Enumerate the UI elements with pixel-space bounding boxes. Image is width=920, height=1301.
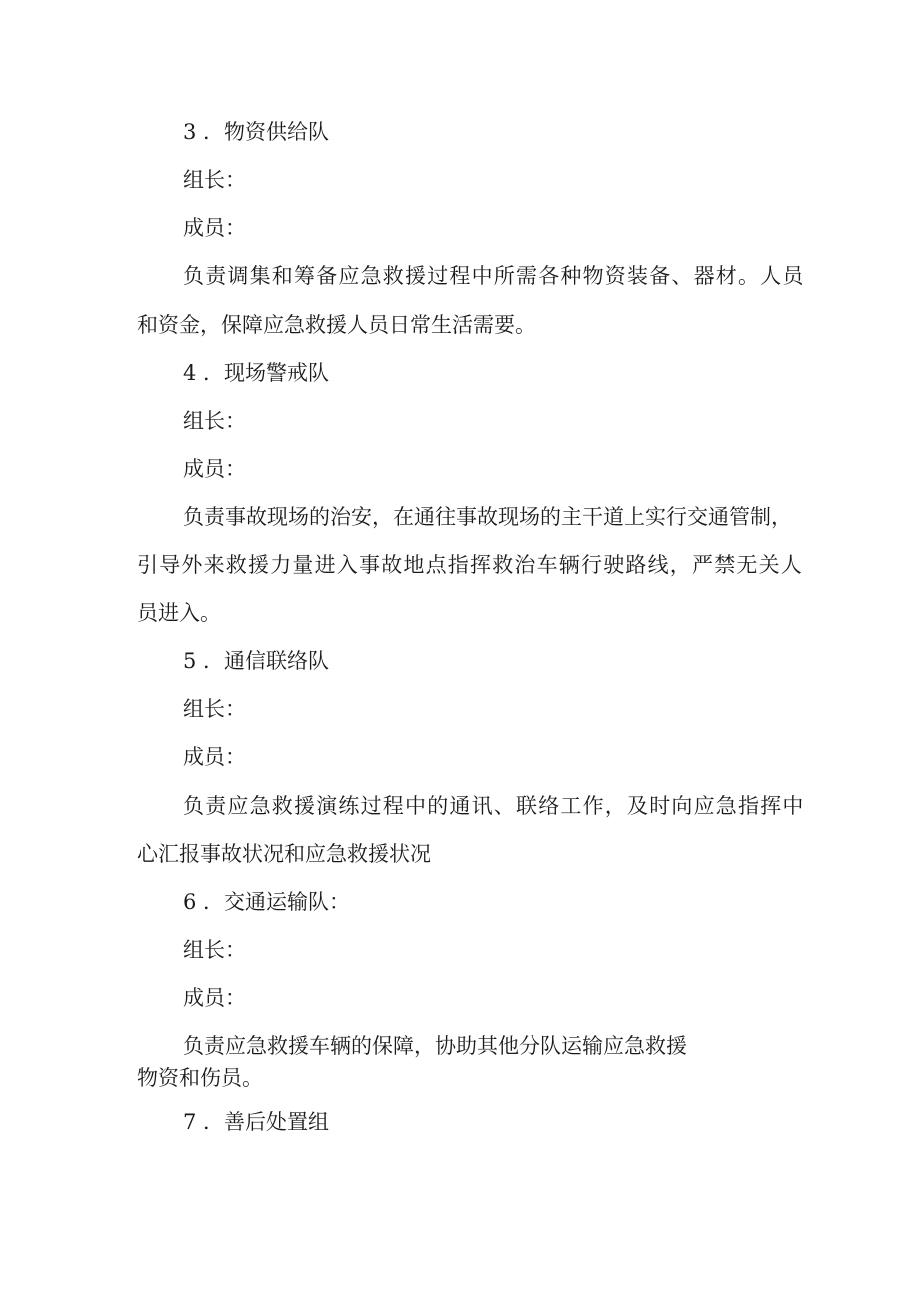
section-6-desc-line-1: 负责应急救援车辆的保障，协助其他分队运输应急救援 <box>183 1034 687 1058</box>
section-6-desc-line-2: 物资和伤员。 <box>137 1066 263 1090</box>
section-3-desc-line-1: 负责调集和筹备应急救援过程中所需各种物资装备、器材。人员 <box>183 264 805 288</box>
section-3-desc-line-2: 和资金，保障应急救援人员日常生活需要。 <box>137 313 536 337</box>
section-6-members: 成员： <box>183 986 246 1010</box>
section-5-members: 成员： <box>183 745 246 769</box>
section-4-desc-line-2: 引导外来救援力量进入事故地点指挥救治车辆行驶路线，严禁无关人 <box>137 553 803 577</box>
section-5-heading: 5 ．通信联络队 <box>183 649 330 673</box>
section-5-leader: 组长： <box>183 697 246 721</box>
section-3-members: 成员： <box>183 216 246 240</box>
section-5-desc-line-1: 负责应急救援演练过程中的通讯、联络工作，及时向应急指挥中 <box>183 794 805 818</box>
section-6-leader: 组长： <box>183 938 246 962</box>
section-4-heading: 4 ．现场警戒队 <box>183 361 330 385</box>
section-3-leader: 组长： <box>183 168 246 192</box>
section-4-desc-line-1: 负责事故现场的治安，在通往事故现场的主干道上实行交通管制， <box>183 505 792 529</box>
section-6-heading: 6 ．交通运输队： <box>183 890 351 914</box>
section-4-desc-line-3: 员进入。 <box>137 601 221 625</box>
section-4-leader: 组长： <box>183 409 246 433</box>
section-4-members: 成员： <box>183 457 246 481</box>
section-5-desc-line-2: 心汇报事故状况和应急救援状况 <box>137 842 431 866</box>
section-3-heading: 3 ．物资供给队 <box>183 120 330 144</box>
section-7-heading: 7 ．善后处置组 <box>183 1110 330 1134</box>
